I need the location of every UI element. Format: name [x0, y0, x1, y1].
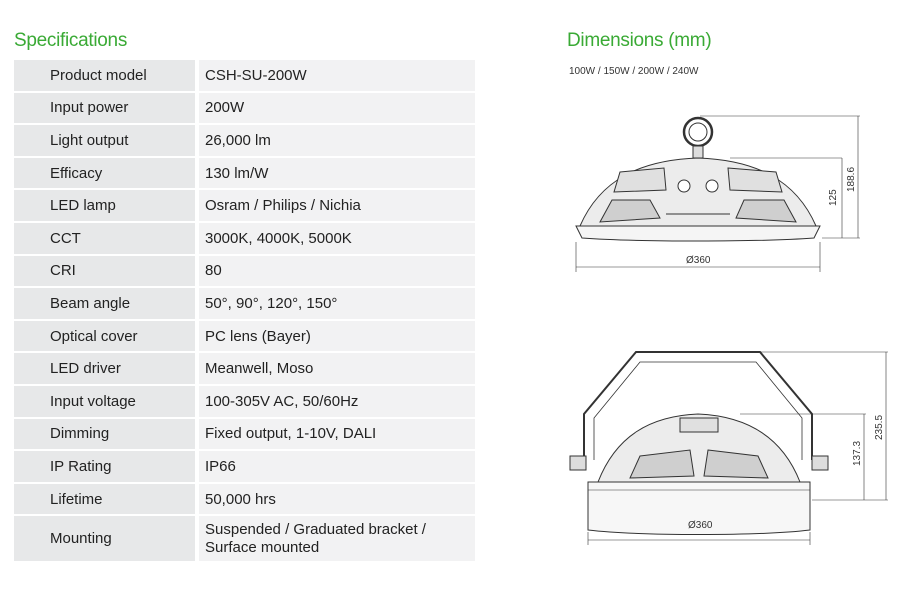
spec-label: IP Rating — [14, 451, 195, 482]
spec-label: LED lamp — [14, 190, 195, 221]
spec-value: 26,000 lm — [195, 125, 475, 156]
spec-label: Product model — [14, 60, 195, 91]
bottom-diameter-label: Ø360 — [688, 520, 713, 531]
spec-label: LED driver — [14, 353, 195, 384]
variant-list: 100W / 150W / 200W / 240W — [569, 66, 699, 77]
top-total-height-label: 188.6 — [846, 166, 857, 192]
spec-value: 100-305V AC, 50/60Hz — [195, 386, 475, 417]
driver-box-left — [614, 168, 666, 192]
bottom-body-height-label: 137.3 — [852, 440, 863, 466]
spec-label: Beam angle — [14, 288, 195, 319]
spec-value: 3000K, 4000K, 5000K — [195, 223, 475, 254]
spec-value: IP66 — [195, 451, 475, 482]
spec-value: 50,000 hrs — [195, 484, 475, 515]
spec-label: CCT — [14, 223, 195, 254]
driver-box-right — [728, 168, 782, 192]
dimensions-heading: Dimensions (mm) — [567, 30, 712, 51]
ring-stem — [693, 146, 703, 158]
bottom-top-cap — [680, 418, 718, 432]
spec-value: 200W — [195, 93, 475, 124]
spec-label: Input voltage — [14, 386, 195, 417]
spec-value: Meanwell, Moso — [195, 353, 475, 384]
spec-value: 50°, 90°, 120°, 150° — [195, 288, 475, 319]
spec-value: CSH-SU-200W — [195, 60, 475, 91]
spec-label: Optical cover — [14, 321, 195, 352]
bottom-luminaire-drawing — [570, 352, 888, 545]
spec-value: Fixed output, 1-10V, DALI — [195, 419, 475, 450]
spec-value: Osram / Philips / Nichia — [195, 190, 475, 221]
vent-hole — [678, 180, 690, 192]
spec-label: Mounting — [14, 516, 195, 561]
spec-value-line-2: Surface mounted — [205, 538, 320, 556]
top-body-height-label: 125 — [828, 189, 839, 206]
spec-label: CRI — [14, 256, 195, 287]
spec-value: PC lens (Bayer) — [195, 321, 475, 352]
spec-label: Light output — [14, 125, 195, 156]
spec-value: 130 lm/W — [195, 158, 475, 189]
bracket-knob-left — [570, 456, 586, 470]
ring-hole — [689, 123, 707, 141]
spec-label: Dimming — [14, 419, 195, 450]
bottom-total-height-label: 235.5 — [874, 414, 885, 440]
spec-label: Lifetime — [14, 484, 195, 515]
top-luminaire-drawing — [576, 116, 860, 272]
specifications-heading: Specifications — [14, 30, 128, 51]
top-base-ring — [576, 226, 820, 241]
spec-label: Input power — [14, 93, 195, 124]
spec-value: 80 — [195, 256, 475, 287]
spec-label: Efficacy — [14, 158, 195, 189]
top-diameter-label: Ø360 — [686, 255, 711, 266]
vent-hole — [706, 180, 718, 192]
bracket-knob-right — [812, 456, 828, 470]
spec-value-line-1: Suspended / Graduated bracket / — [205, 520, 426, 538]
